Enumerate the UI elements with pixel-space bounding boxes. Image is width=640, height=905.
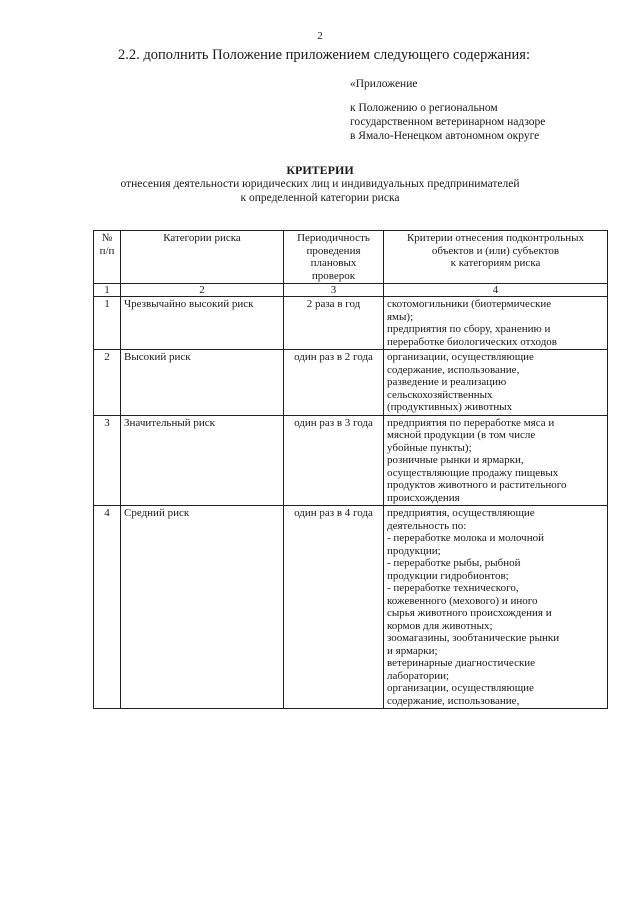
criteria-subtitle <box>0 177 640 205</box>
annex-label: «Приложение <box>350 78 418 90</box>
criteria-line: сельскохозяйственных <box>387 388 493 401</box>
header-number: № п/п <box>94 231 121 284</box>
criteria-line: продукции гидробионтов; <box>387 569 509 582</box>
criteria-line: кормов для животных; <box>387 619 493 632</box>
criteria-line: осуществляющие продажу пищевых <box>387 466 559 479</box>
annex-line: к Положению о региональном <box>350 102 498 114</box>
criteria-line: предприятия по переработке мяса и <box>387 416 555 429</box>
criteria-line: кожевенного (мехового) и иного <box>387 594 538 607</box>
criteria-subtitle-line: отнесения деятельности юридических лиц и индивидуальных предпринимателей <box>120 178 520 190</box>
annex-line: государственном ветеринарном надзоре <box>350 116 546 128</box>
inspection-periodicity: 2 раза в год <box>284 297 384 350</box>
criteria-line: ямы); <box>387 310 414 323</box>
table-row <box>94 350 608 416</box>
criteria-line: разведение и реализацию <box>387 376 507 388</box>
criteria-line: предприятия, осуществляющие <box>387 507 535 519</box>
risk-criteria <box>384 350 608 416</box>
criteria-line: содержание, использование, <box>387 363 520 376</box>
criteria-line: содержание, использование, <box>387 694 520 707</box>
criteria-line: предприятия по сбору, хранению и <box>387 323 551 335</box>
column-number: 2 <box>121 284 284 297</box>
column-number: 3 <box>284 284 384 297</box>
annex-line: в Ямало-Ненецком автономном округе <box>350 130 540 142</box>
criteria-line: переработке биологических отходов <box>387 335 557 348</box>
criteria-line: ветеринарные диагностические <box>387 657 536 669</box>
criteria-line: (продуктивных) животных <box>387 401 513 413</box>
criteria-line: - переработке молока и молочной <box>387 532 544 544</box>
criteria-line: организации, осуществляющие <box>387 682 534 694</box>
risk-criteria <box>384 297 608 350</box>
criteria-line: розничные рынки и ярмарки, <box>387 454 524 466</box>
table-header-row <box>94 231 608 284</box>
criteria-subtitle-line: к определенной категории риска <box>240 192 400 204</box>
table-row <box>94 297 608 350</box>
criteria-line: организации, осуществляющие <box>387 351 534 363</box>
criteria-line: - переработке рыбы, рыбной <box>387 557 521 569</box>
amendment-text: 2.2. дополнить Положение приложением следующего содержания: <box>118 47 531 63</box>
criteria-title: КРИТЕРИИ <box>286 163 354 177</box>
risk-category: Значительный риск <box>121 415 284 506</box>
criteria-line: и ярмарки; <box>387 644 438 657</box>
criteria-line: убойные пункты); <box>387 441 472 454</box>
row-number: 1 <box>94 297 121 350</box>
risk-category: Чрезвычайно высокий риск <box>121 297 284 350</box>
criteria-line: деятельность по: <box>387 519 467 532</box>
column-number: 1 <box>94 284 121 297</box>
risk-category: Высокий риск <box>121 350 284 416</box>
table-row <box>94 506 608 709</box>
criteria-line: лаборатории; <box>387 669 450 682</box>
page-number: 2 <box>317 30 323 42</box>
risk-criteria-table <box>93 230 608 709</box>
criteria-line: происхождения <box>387 491 460 504</box>
row-number: 2 <box>94 350 121 416</box>
header-category: Категории риска <box>121 231 284 284</box>
annex-block <box>350 77 545 143</box>
table-row <box>94 415 608 506</box>
column-number: 4 <box>384 284 608 297</box>
criteria-line: - переработке технического, <box>387 582 519 594</box>
criteria-line: продуктов животного и растительного <box>387 479 567 491</box>
criteria-line: мясной продукции (в том числе <box>387 429 536 441</box>
row-number: 4 <box>94 506 121 709</box>
risk-category: Средний риск <box>121 506 284 709</box>
criteria-line: зоомагазины, зообтанические рынки <box>387 632 560 644</box>
inspection-periodicity: один раз в 4 года <box>284 506 384 709</box>
criteria-line: сырья животного происхождения и <box>387 607 552 619</box>
header-criteria: Критерии отнесения подконтрольных объектов и (или) субъектов к категориям риска <box>384 231 608 284</box>
risk-criteria <box>384 506 608 709</box>
inspection-periodicity: один раз в 3 года <box>284 415 384 506</box>
criteria-line: продукции; <box>387 544 441 557</box>
row-number: 3 <box>94 415 121 506</box>
inspection-periodicity: один раз в 2 года <box>284 350 384 416</box>
risk-criteria <box>384 415 608 506</box>
header-periodicity: Периодичность проведения плановых проверок <box>284 231 384 284</box>
column-number-row <box>94 284 608 297</box>
criteria-line: скотомогильники (биотермические <box>387 298 552 310</box>
